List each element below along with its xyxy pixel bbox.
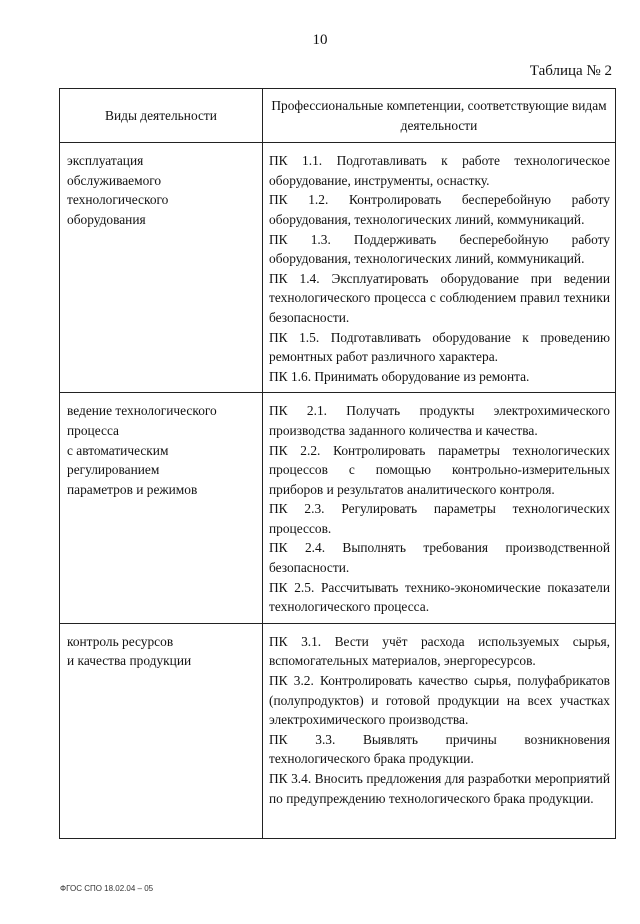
competency-item: ПК 3.1. Вести учёт расхода используемых сырья, вспомогательных материалов, энергоресурсов. xyxy=(269,633,610,669)
competencies-cell xyxy=(263,143,616,393)
document-footer: ФГОС СПО 18.02.04 – 05 xyxy=(60,884,154,893)
competency-item: ПК 3.4. Вносить предложения для разработки мероприятий по предупреждению технологического брака продукции. xyxy=(269,771,610,806)
activity-cell: ведение технологического процесса с автоматическим регулированием параметров и режимов xyxy=(60,393,263,624)
competency-item: ПК 3.3. Выявлять причины возникновения технологического брака продукции. xyxy=(269,731,610,767)
competency-item: ПК 1.4. Эксплуатировать оборудование при ведении технологического процесса с соблюдением правил техники безопасности. xyxy=(269,270,610,325)
competency-item: ПК 2.1. Получать продукты электрохимического производства заданного количества и качества. xyxy=(269,403,610,438)
table-row xyxy=(60,623,616,838)
competency-item: ПК 3.2. Контролировать качество сырья, полуфабрикатов (полупродуктов) и готовой продукции на всех участках электрохимического производства. xyxy=(269,673,610,728)
competency-item: ПК 2.4. Выполнять требования производственной безопасности. xyxy=(269,540,610,576)
header-activity: Виды деятельности xyxy=(60,89,263,143)
table-row xyxy=(60,393,616,624)
page-number: 10 xyxy=(312,32,328,48)
competency-item: ПК 2.2. Контролировать параметры технологических процессов с помощью контрольно-измерительных приборов и результатов аналитического контроля. xyxy=(269,442,610,497)
table-header-row xyxy=(60,89,616,143)
competencies-table xyxy=(59,88,616,839)
table-row xyxy=(60,143,616,393)
competency-item: ПК 1.3. Поддерживать бесперебойную работу оборудования, технологических линий, коммуникаций. xyxy=(269,231,610,267)
competency-item: ПК 1.5. Подготавливать оборудование к проведению ремонтных работ различного характера. xyxy=(269,329,610,365)
competency-item: ПК 1.6. Принимать оборудование из ремонта. xyxy=(269,368,530,384)
activity-cell: контроль ресурсов и качества продукции xyxy=(60,623,263,838)
table-caption: Таблица № 2 xyxy=(529,63,612,79)
competencies-cell xyxy=(263,393,616,624)
competency-item: ПК 1.2. Контролировать бесперебойную работу оборудования, технологических линий, коммуникаций. xyxy=(269,192,610,227)
activity-cell: эксплуатация обслуживаемого технологического оборудования xyxy=(60,143,263,393)
competency-item: ПК 2.3. Регулировать параметры технологических процессов. xyxy=(269,501,610,536)
competency-item: ПК 2.5. Рассчитывать технико-экономические показатели технологического процесса. xyxy=(269,579,610,615)
competencies-cell xyxy=(263,623,616,838)
competency-item: ПК 1.1. Подготавливать к работе технологическое оборудование, инструменты, оснастку. xyxy=(269,153,610,188)
header-competencies: Профессиональные компетенции, соответствующие видам деятельности xyxy=(263,89,616,143)
